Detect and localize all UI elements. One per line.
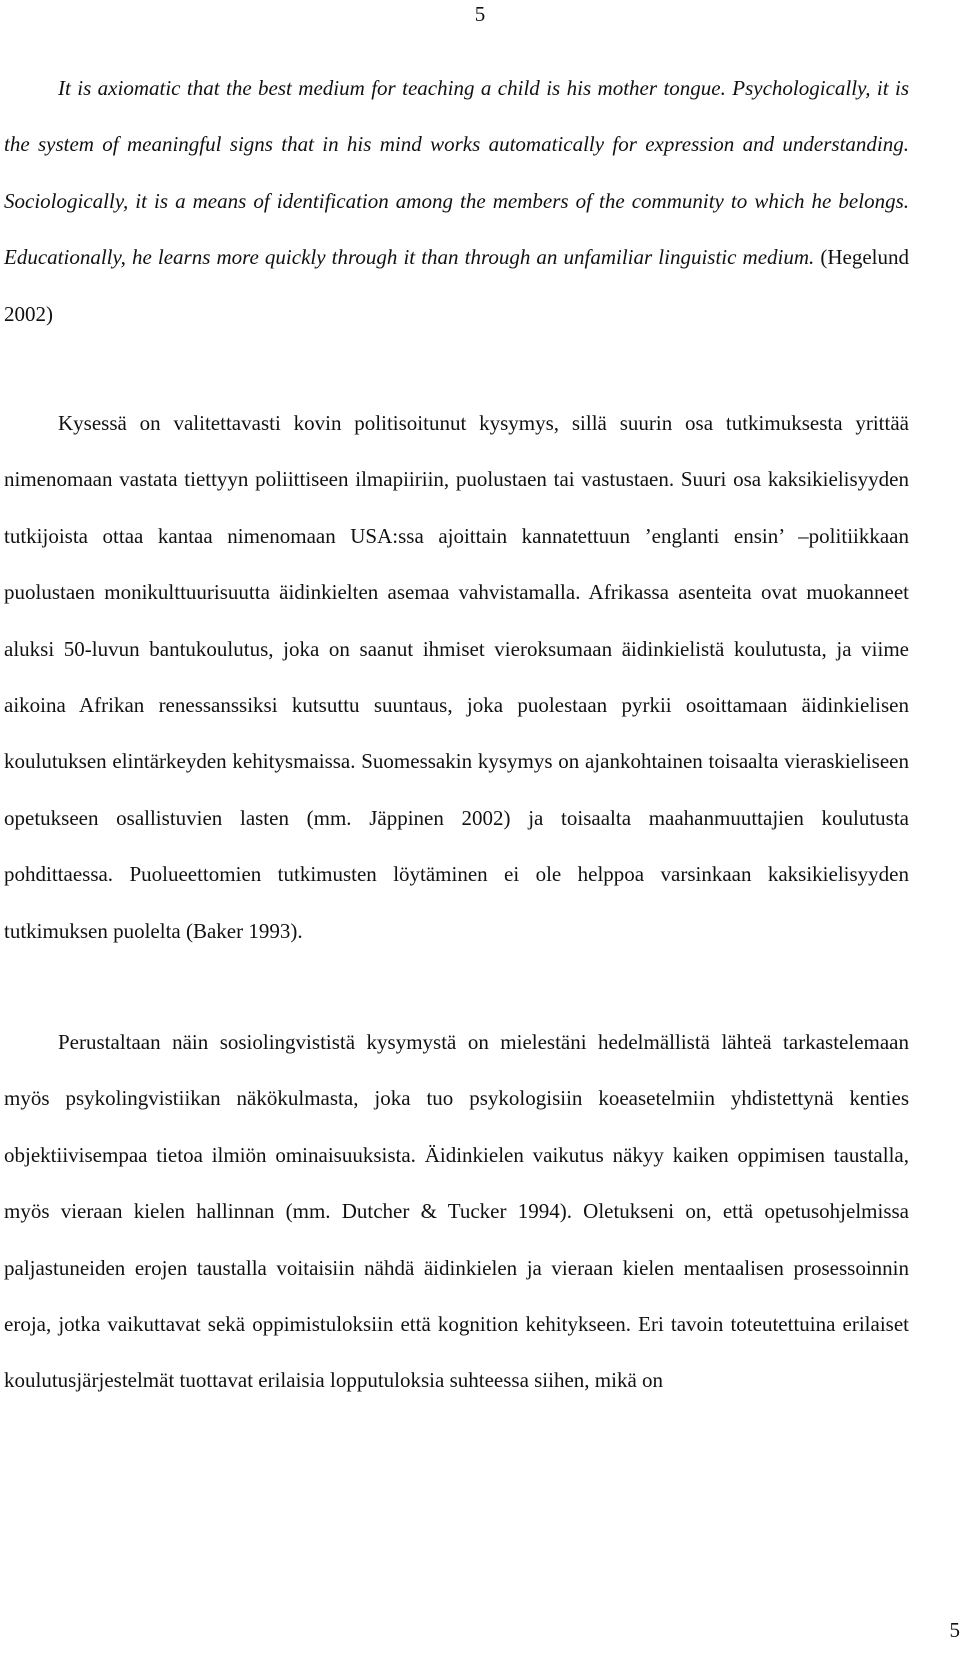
paragraph-text: Perustaltaan näin sosiolingvististä kysymystä on mielestäni hedelmällistä lähteä tarkastelemaan myös psykolingvistiikan näkökulmasta, joka tuo psykologisiin koeasetelmiin yhdistettynä kenties objektiivisempaa tietoa ilmiön ominaisuuksista. Äidinkielen vaikutus näkyy kaiken oppimisen taustalla, myös vieraan kielen hallinnan (mm. Dutcher & Tucker 1994). Oletukseni on, että opetusohjelmissa paljastuneiden erojen taustalla voitaisiin nähdä äidinkielen ja vieraan kielen mentaalisen prosessoinnin eroja, jotka vaikuttavat sekä oppimistuloksiin että kognition kehitykseen. Eri tavoin toteutettuina erilaiset koulutusjärjestelmät tuottavat erilaisia lopputuloksia suhteessa siihen, mikä on xyxy=(4,1030,909,1393)
paragraph xyxy=(4,395,909,959)
page-number-bottom: 5 xyxy=(949,1618,960,1642)
paragraph-text: Kysessä on valitettavasti kovin politisoitunut kysymys, sillä suurin osa tutkimuksesta yrittää nimenomaan vastata tiettyyn poliittiseen ilmapiiriin, puolustaen tai vastustaen. Suuri osa kaksikielisyyden tutkijoista ottaa kantaa nimenomaan USA:ssa ajoittain kannatettuun ’englanti ensin’ –politiikkaan puolustaen monikulttuurisuutta äidinkielten asemaa vahvistamalla. Afrikassa asenteita ovat muokanneet aluksi 50-luvun bantukoulutus, joka on saanut ihmiset vieroksumaan äidinkielistä koulutusta, ja viime aikoina Afrikan renessanssiksi kutsuttu suuntaus, joka puolestaan pyrkii osoittamaan äidinkielisen koulutuksen elintärkeyden kehitysmaissa. Suomessakin kysymys on ajankohtainen toisaalta vieraskieliseen opetukseen osallistuvien lasten (mm. Jäppinen 2002) ja toisaalta maahanmuuttajien koulutusta pohdittaessa. Puolueettomien tutkimusten löytäminen ei ole helppoa varsinkaan kaksikielisyyden tutkimuksen puolelta (Baker 1993). xyxy=(4,411,909,943)
page-number-top: 5 xyxy=(474,2,486,26)
quote-text: It is axiomatic that the best medium for teaching a child is his mother tongue. Psychologically, it is the system of meaningful signs that in his mind works automatically for expression and understanding. Sociologically, it is a means of identification among the members of the community to which he belongs. Educationally, he learns more quickly through it than through an unfamiliar linguistic medium. xyxy=(4,76,909,270)
quote-citation: (Hegelund 2002) xyxy=(4,245,909,326)
quote-paragraph xyxy=(4,60,909,342)
body-paragraph-2 xyxy=(4,1014,909,1409)
block-quote xyxy=(4,60,909,342)
paragraph xyxy=(4,1014,909,1409)
body-paragraph-1 xyxy=(4,395,909,959)
